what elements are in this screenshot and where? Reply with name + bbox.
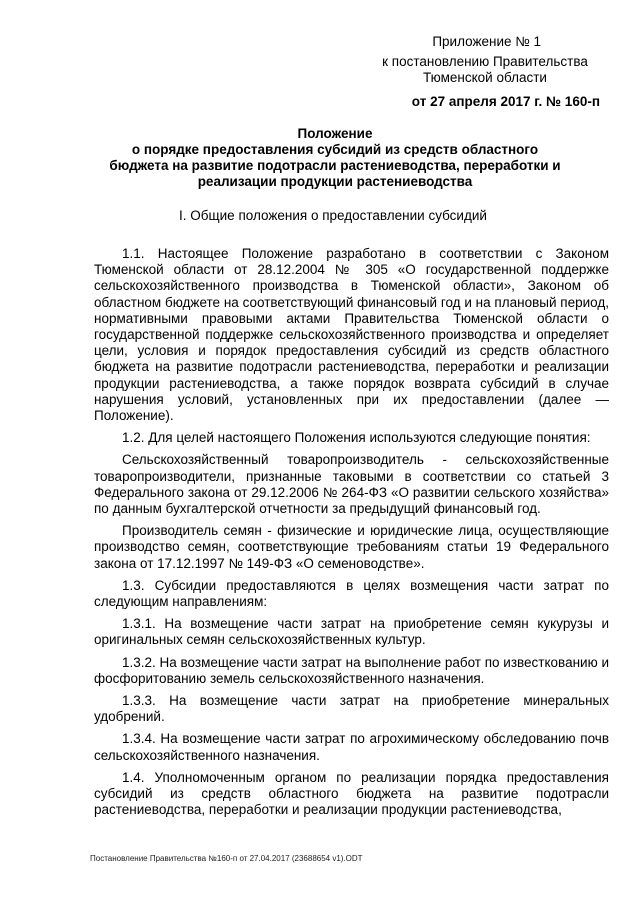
title-line-4: реализации продукции растениеводства [197,174,473,189]
resolution-reference [370,54,600,86]
paragraph-definition-producer: Сельскохозяйственный товаропроизводитель - сельскохозяйственные товаропроизводители, признанные таковыми в соответствии со статьей 3 Федерального закона от 29.12.2006 № 264-ФЗ «О развитии сельского хозяйства» по данным бухгалтерской отчетности за предыдущий финансовый год. [94,452,609,517]
paragraph-definition-seed-producer: Производитель семян - физические и юридические лица, осуществляющие производство семян, соответствующие требованиям статьи 19 Федерального закона от 17.12.1997 № 149-ФЗ «О семеноводстве». [94,523,609,571]
paragraph-1-3-1: 1.3.1. На возмещение части затрат на приобретение семян кукурузы и оригинальных семян сельскохозяйственных культур. [94,616,609,648]
paragraph-1-4: 1.4. Уполномоченным органом по реализации порядка предоставления субсидий из средств областного бюджета на развитие подотрасли растениеводства, переработки и реализации продукции растениеводства, [94,769,609,818]
paragraph-1-3: 1.3. Субсидии предоставляются в целях возмещения части затрат по следующим направлениям: [94,577,609,610]
paragraph-1-3-3: 1.3.3. На возмещение части затрат на приобретение минеральных удобрений. [94,693,609,725]
document-title [90,126,580,190]
document-body [94,246,609,825]
page-footer: Постановление Правительства №160-п от 27.04.2017 (23688654 v1).ODT [90,854,363,863]
title-line-2: о порядке предоставления субсидий из средств областного [131,142,539,157]
section-heading: I. Общие положения о предоставлении субсидий [179,208,487,223]
resolution-line-2: Тюменской области [423,70,547,85]
resolution-line-1: к постановлению Правительства [382,54,588,69]
title-line-1: Положение [297,126,373,141]
paragraph-1-3-2: 1.3.2. На возмещение части затрат на выполнение работ по известкованию и фосфоритованию земель сельскохозяйственного назначения. [94,654,609,686]
resolution-date: от 27 апреля 2017 г. № 160-п [411,94,600,109]
appendix-label: Приложение № 1 [432,34,541,49]
title-line-3: бюджета на развитие подотрасли растениеводства, переработки и [109,158,561,173]
paragraph-1-3-4: 1.3.4. На возмещение части затрат по агрохимическому обследованию почв сельскохозяйственного назначения. [94,731,609,763]
paragraph-1-2: 1.2. Для целей настоящего Положения используются следующие понятия: [122,430,591,446]
paragraph-1-1: 1.1. Настоящее Положение разработано в соответствии с Законом Тюменской области от 28.12.2004 № 305 «О государственной поддержке сельскохозяйственного производства в Тюменской области», Законом об областном бюджете на соответствующий финансовый год и на плановый период, нормативными правовыми актами Правительства Тюменской области о государственной поддержке сельскохозяйственного производства и определяет цели, условия и порядок предоставления субсидий из средств областного бюджета на развитие подотрасли растениеводства, переработки и реализации продукции растениеводства, а также порядок возврата субсидий в случае нарушения условий, установленных при их предоставлении (далее — Положение). [94,246,609,424]
